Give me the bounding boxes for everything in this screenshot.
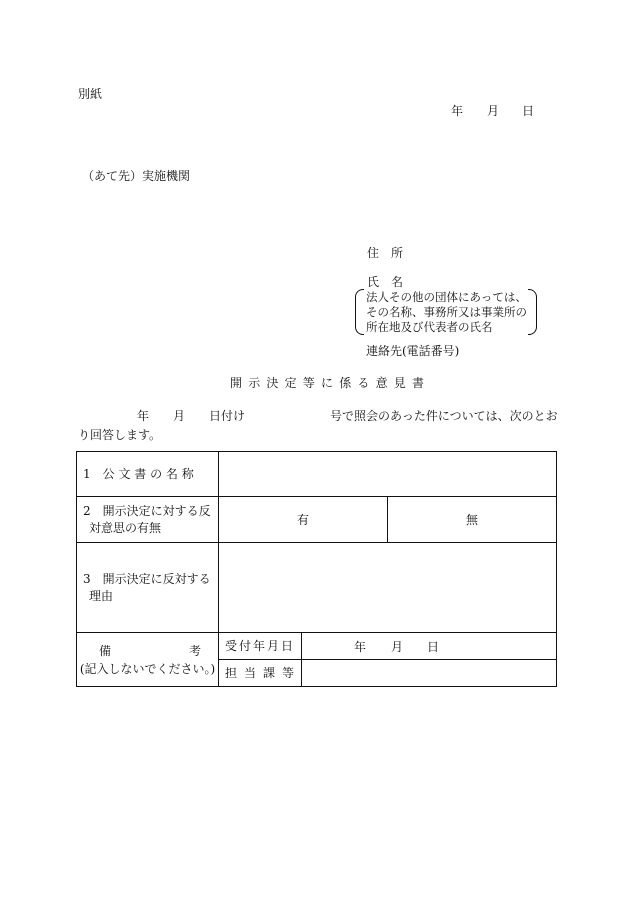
received-date-label: 受付年月日 <box>219 633 302 660</box>
left-bracket <box>355 289 364 335</box>
corporation-note-line-3: 所在地及び代表者の氏名 <box>366 320 493 334</box>
received-day: 日 <box>427 640 440 654</box>
body-line-2: り回答します。 <box>78 428 162 442</box>
remarks-heading <box>77 645 218 657</box>
body-month: 月 <box>173 409 186 423</box>
objection-label-line-2: 対意思の有無 <box>89 520 162 535</box>
objection-row <box>77 497 557 543</box>
staff-field[interactable] <box>302 660 557 687</box>
body-day-dated: 日付け <box>209 409 246 423</box>
objection-no-cell[interactable]: 無 <box>388 497 557 543</box>
received-date-field[interactable] <box>302 633 557 660</box>
reason-field[interactable] <box>219 543 557 633</box>
objection-label-line-1: 2 開示決定に対する反 <box>83 503 211 518</box>
remarks-cell <box>77 633 219 687</box>
remarks-label-a: 備 <box>99 643 112 658</box>
document-name-row <box>77 452 557 497</box>
date-month-label: 月 <box>487 104 500 118</box>
received-date-row <box>77 633 557 660</box>
reason-label-line-2: 理由 <box>89 588 114 603</box>
contact-label: 連絡先(電話番号) <box>366 344 460 358</box>
body-line-1-rest: 号で照会のあった件については、次のとお <box>330 409 558 423</box>
objection-yes-cell[interactable]: 有 <box>219 497 388 543</box>
right-bracket <box>528 289 537 335</box>
received-year: 年 <box>354 640 367 654</box>
annex-label: 別紙 <box>78 87 103 101</box>
objection-label <box>77 497 219 543</box>
opinion-form-table <box>76 451 557 687</box>
staff-label: 担当課等 <box>219 660 302 687</box>
corporation-note-line-2: その名称、事務所又は事業所の <box>366 305 527 319</box>
corporation-note-line-1: 法人その他の団体にあっては、 <box>366 290 527 304</box>
remarks-label-b: 考 <box>188 643 201 658</box>
name-label: 氏 名 <box>367 275 404 289</box>
document-name-label: 1 公 文 書 の 名 称 <box>77 452 219 497</box>
reason-label-line-1: 3 開示決定に反対する <box>83 571 211 586</box>
received-month: 月 <box>391 640 404 654</box>
body-year: 年 <box>137 409 150 423</box>
reason-row <box>77 543 557 633</box>
date-year-label: 年 <box>451 104 464 118</box>
date-day-label: 日 <box>522 104 535 118</box>
addressee: （あて先）実施機関 <box>82 169 191 183</box>
document-title: 開示決定等に係る意見書 <box>230 376 431 390</box>
document-name-field[interactable] <box>219 452 557 497</box>
address-label: 住 所 <box>367 246 404 260</box>
remarks-note: (記入しないでください。) <box>79 661 216 676</box>
reason-label <box>77 543 219 633</box>
